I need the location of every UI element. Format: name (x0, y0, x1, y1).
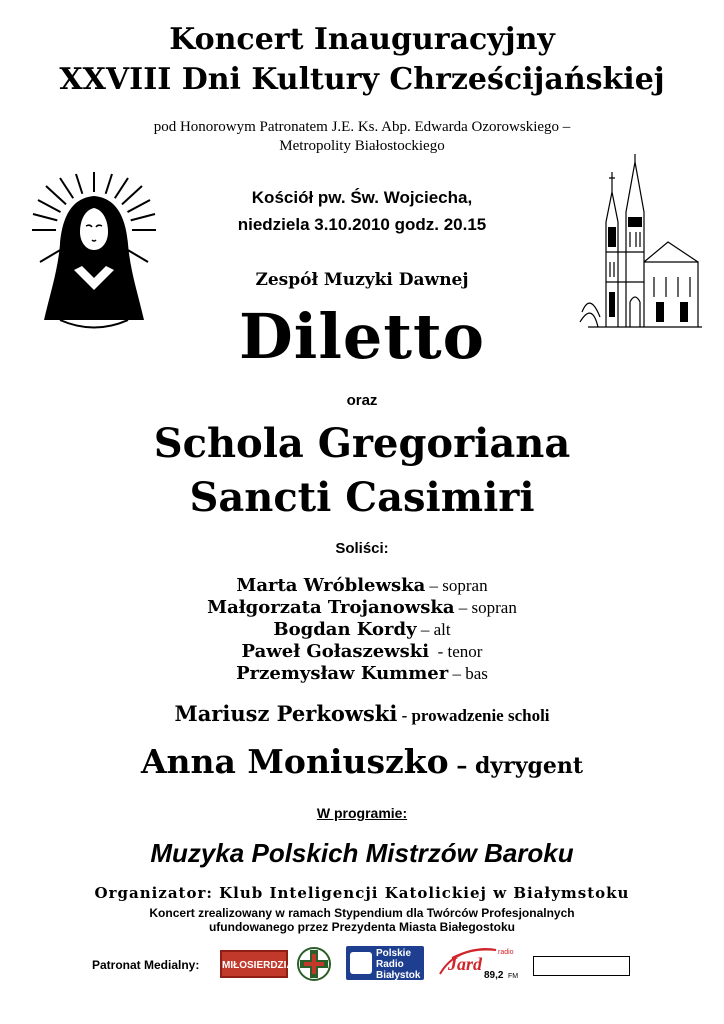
patronage-line-1: pod Honorowym Patronatem J.E. Ks. Abp. Edwarda Ozorowskiego – (153, 119, 571, 135)
milosierdzia-logo: MIŁOSIERDZIA (220, 950, 288, 978)
jard-frequency: 89,2 (484, 970, 504, 981)
festival-title: XXVIII Dni Kultury Chrześcijańskiej (59, 62, 665, 97)
choir-name-line-1: Schola Gregoriana (153, 420, 571, 467)
soloist-voice: - tenor (429, 642, 483, 661)
venue-date-time: niedziela 3.10.2010 godz. 20.15 (237, 215, 487, 234)
conductor-role: – dyrygent (448, 753, 584, 779)
conductor-name: Anna Moniuszko (140, 742, 449, 781)
soloist-name: Marta Wróblewska (236, 575, 426, 596)
program-label: W programie: (316, 805, 408, 821)
soloist-row (0, 619, 724, 640)
polskie-radio-bialystok-logo (346, 946, 424, 980)
patronage-line-2: Metropolity Białostockiego (279, 138, 445, 154)
soloist-name: Paweł Gołaszewski (241, 641, 430, 662)
soloists-label: Soliści: (335, 540, 389, 557)
radio-logo-line-3: Białystok (376, 970, 421, 981)
schola-leader-role: - prowadzenie scholi (397, 706, 550, 725)
funding-line-2: ufundowanego przez Prezydenta Miasta Białegostoku (208, 920, 516, 934)
group-name: Diletto (239, 300, 485, 373)
concert-title: Koncert Inauguracyjny (169, 22, 555, 57)
radio-logo-line-2: Radio (376, 959, 404, 970)
group-intro: Zespół Muzyki Dawnej (255, 270, 469, 290)
schola-leader (0, 701, 724, 726)
radio-jard-logo (436, 944, 524, 982)
cross-emblem-icon (296, 946, 332, 982)
schola-leader-name: Mariusz Perkowski (174, 701, 398, 726)
program-title: Muzyka Polskich Mistrzów Baroku (150, 838, 574, 868)
choir-name-line-2: Sancti Casimiri (189, 474, 535, 521)
soloist-row (0, 575, 724, 596)
soloist-voice: – alt (416, 620, 451, 639)
venue-church: Kościół pw. Św. Wojciecha, (251, 188, 473, 207)
venue-info (0, 184, 724, 238)
radio-emblem-icon (350, 952, 372, 974)
media-patronage-label: Patronat Medialny: (92, 958, 200, 972)
jard-name: Jard (448, 954, 483, 974)
soloist-name: Przemysław Kummer (236, 663, 449, 684)
conjunction-text: oraz (346, 392, 378, 409)
soloist-name: Małgorzata Trojanowska (207, 597, 455, 618)
soloist-voice: – sopran (454, 598, 517, 617)
soloist-row (0, 663, 724, 684)
funding-line-1: Koncert zrealizowany w ramach Stypendium dla Twórców Profesjonalnych (149, 906, 575, 920)
soloist-voice: – sopran (425, 576, 488, 595)
radio-logo-line-1: Polskie (376, 948, 412, 959)
conductor (0, 742, 724, 781)
organizer-text: Organizator: Klub Inteligencji Katolickiej w Białymstoku (94, 884, 630, 902)
empty-logo-placeholder (533, 956, 630, 976)
patronage-text (0, 118, 724, 156)
soloist-voice: – bas (448, 664, 488, 683)
soloist-name: Bogdan Kordy (273, 619, 417, 640)
jard-tag: radio (498, 949, 514, 956)
soloist-row (0, 597, 724, 618)
jard-unit: FM (508, 973, 519, 980)
funding-text (0, 906, 724, 934)
soloist-row (0, 641, 724, 662)
